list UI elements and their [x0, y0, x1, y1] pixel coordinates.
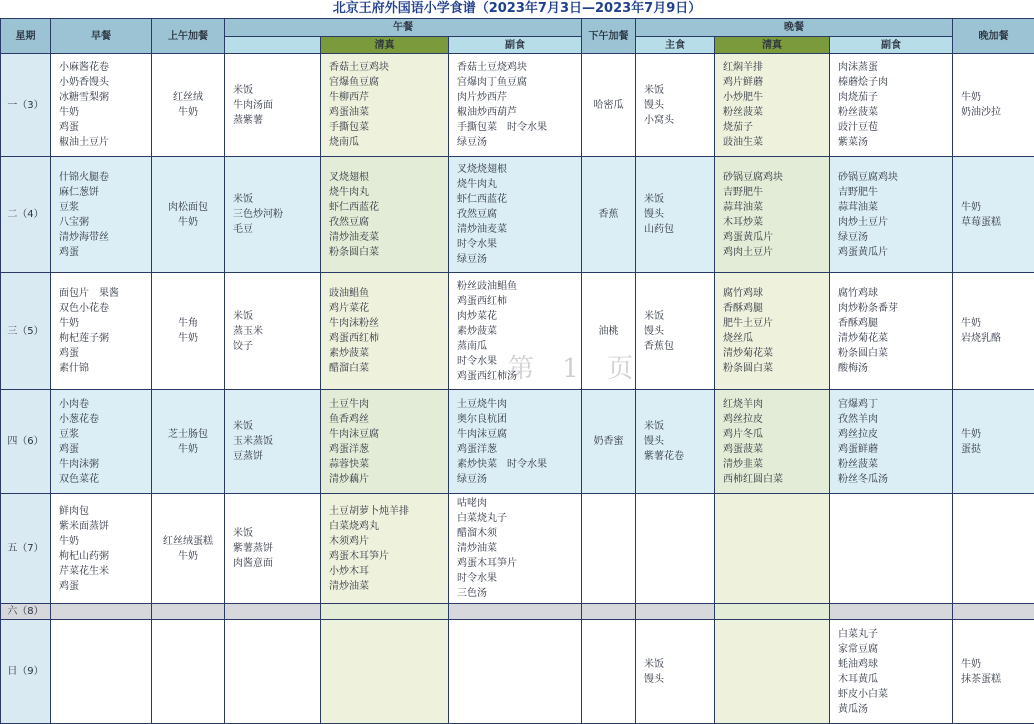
menu-item: 孜然豆腐 — [457, 207, 581, 222]
menu-item: 蛋挞 — [961, 442, 1034, 457]
menu-item: 毛豆 — [233, 222, 320, 237]
lunch-halal-cell — [321, 620, 449, 724]
header-dinner-staple: 主食 — [636, 37, 715, 54]
menu-item: 粉丝菠菜 — [838, 457, 952, 472]
menu-item: 肉烧茄子 — [838, 90, 952, 105]
menu-item: 虾仁西蓝花 — [457, 192, 581, 207]
menu-item: 香酥鸡腿 — [838, 316, 952, 331]
menu-item: 麻仁葱饼 — [59, 185, 151, 200]
menu-item: 清炒韭菜 — [723, 457, 829, 472]
menu-item: 时令水果 — [457, 571, 581, 586]
lunch-staple-cell — [225, 620, 321, 724]
lunch-side-cell — [449, 157, 582, 273]
morning-snack-cell — [152, 273, 225, 390]
menu-item: 木耳炒菜 — [723, 215, 829, 230]
menu-item: 芝士肠包 — [152, 427, 224, 442]
dinner-side-cell — [830, 604, 953, 620]
day-row — [1, 157, 1034, 273]
menu-item: 蒸南瓜 — [457, 339, 581, 354]
menu-item: 米饭 — [233, 419, 320, 434]
menu-item: 鸡蛋 — [59, 579, 151, 594]
menu-item: 清炒油麦菜 — [457, 222, 581, 237]
menu-item: 白菜丸子 — [838, 627, 952, 642]
menu-item: 香蕉包 — [644, 339, 714, 354]
menu-item: 鸡蛋洋葱 — [329, 442, 448, 457]
menu-item: 肉酱意面 — [233, 556, 320, 571]
menu-item: 清炒藕片 — [329, 472, 448, 487]
menu-item: 肉沫蒸蛋 — [838, 60, 952, 75]
lunch-staple-cell — [225, 273, 321, 390]
breakfast-cell — [51, 54, 152, 157]
menu-item: 米饭 — [233, 83, 320, 98]
menu-item: 鱼香鸡丝 — [329, 412, 448, 427]
menu-item: 腐竹鸡球 — [838, 286, 952, 301]
lunch-staple-cell — [225, 604, 321, 620]
menu-item: 时令水果 — [457, 237, 581, 252]
menu-item: 鲜肉包 — [59, 504, 151, 519]
menu-item: 烧丝瓜 — [723, 331, 829, 346]
menu-item: 手撕包菜 — [329, 120, 448, 135]
menu-item: 鸡蛋木耳笋片 — [457, 556, 581, 571]
menu-item: 小窝头 — [644, 113, 714, 128]
menu-item: 枸杞山药粥 — [59, 549, 151, 564]
menu-item: 香蕉 — [582, 207, 635, 222]
breakfast-cell — [51, 157, 152, 273]
menu-item: 牛肉沫粥 — [59, 457, 151, 472]
menu-item: 鸡蛋油菜 — [329, 105, 448, 120]
night-snack-cell — [953, 390, 1034, 494]
menu-item: 手撕包菜 时令水果 — [457, 120, 581, 135]
dinner-side-cell — [830, 54, 953, 157]
menu-item: 紫米面蒸饼 — [59, 519, 151, 534]
menu-item: 椒油炒西葫芦 — [457, 105, 581, 120]
dinner-side-cell — [830, 273, 953, 390]
breakfast-cell — [51, 390, 152, 494]
lunch-halal-cell — [321, 390, 449, 494]
menu-item: 木耳黄瓜 — [838, 672, 952, 687]
lunch-halal-cell — [321, 273, 449, 390]
menu-item: 叉烧烧翅根 — [457, 162, 581, 177]
header-lunch-halal: 清真 — [321, 37, 449, 54]
menu-item: 牛肉汤面 — [233, 98, 320, 113]
night-snack-cell — [953, 494, 1034, 604]
menu-item: 油桃 — [582, 324, 635, 339]
menu-item: 牛柳西芹 — [329, 90, 448, 105]
morning-snack-cell — [152, 390, 225, 494]
lunch-side-cell — [449, 620, 582, 724]
menu-item: 紫菜汤 — [838, 135, 952, 150]
menu-item: 鸡蛋西红柿汤 — [457, 369, 581, 384]
lunch-halal-cell — [321, 604, 449, 620]
menu-item: 馒头 — [644, 98, 714, 113]
menu-item: 鸡蛋 — [59, 120, 151, 135]
dinner-halal-cell — [715, 157, 830, 273]
menu-item: 豉油生菜 — [723, 135, 829, 150]
menu-item: 鸡片菜花 — [329, 301, 448, 316]
menu-item: 豆浆 — [59, 200, 151, 215]
menu-item: 孜然豆腐 — [329, 215, 448, 230]
menu-item: 鸡蛋 — [59, 442, 151, 457]
page-watermark: 第 1 页 — [508, 348, 643, 385]
afternoon-snack-cell — [582, 620, 636, 724]
menu-item: 岩烧乳酪 — [961, 331, 1034, 346]
menu-item: 牛奶 — [961, 657, 1034, 672]
menu-item: 牛奶 — [152, 331, 224, 346]
menu-item: 鸡蛋黄瓜片 — [838, 245, 952, 260]
menu-item: 白菜烧丸子 — [457, 511, 581, 526]
menu-item: 红烧羊肉 — [723, 397, 829, 412]
menu-item: 牛肉沫粉丝 — [329, 316, 448, 331]
menu-item: 肉松面包 — [152, 200, 224, 215]
menu-item: 素炒菠菜 — [457, 324, 581, 339]
menu-item: 豉油鲳鱼 — [329, 286, 448, 301]
menu-item: 奶油沙拉 — [961, 105, 1034, 120]
menu-item: 豆浆 — [59, 427, 151, 442]
menu-item: 清炒油菜 — [457, 541, 581, 556]
menu-item: 清炒油麦菜 — [329, 230, 448, 245]
menu-item: 家常豆腐 — [838, 642, 952, 657]
menu-item: 香菇土豆烧鸡块 — [457, 60, 581, 75]
menu-item: 饺子 — [233, 339, 320, 354]
breakfast-cell — [51, 273, 152, 390]
menu-item: 蒸玉米 — [233, 324, 320, 339]
header-weekday: 星期 — [1, 19, 51, 54]
night-snack-cell — [953, 157, 1034, 273]
menu-item: 小炒肥牛 — [723, 90, 829, 105]
menu-item: 牛角 — [152, 316, 224, 331]
lunch-halal-cell — [321, 157, 449, 273]
menu-item: 虾仁西蓝花 — [329, 200, 448, 215]
menu-item: 吉野肥牛 — [723, 185, 829, 200]
header-lunch-staple — [225, 37, 321, 54]
afternoon-snack-cell — [582, 390, 636, 494]
dinner-halal-cell — [715, 494, 830, 604]
day-row — [1, 494, 1034, 604]
menu-item: 牛奶 — [961, 427, 1034, 442]
menu-item: 芹菜花生米 — [59, 564, 151, 579]
menu-item: 肥牛土豆片 — [723, 316, 829, 331]
menu-item: 粉丝菠菜 — [723, 105, 829, 120]
breakfast-cell — [51, 620, 152, 724]
menu-item: 时令水果 — [457, 354, 581, 369]
menu-item: 肉炒土豆片 — [838, 215, 952, 230]
menu-item: 牛肉沫豆腐 — [329, 427, 448, 442]
menu-item: 清炒海带丝 — [59, 230, 151, 245]
menu-item: 牛奶 — [961, 90, 1034, 105]
menu-item: 玉米蒸饭 — [233, 434, 320, 449]
menu-item: 山药包 — [644, 222, 714, 237]
menu-item: 米饭 — [233, 309, 320, 324]
menu-item: 蒜蓉快菜 — [329, 457, 448, 472]
menu-item: 牛奶 — [59, 534, 151, 549]
menu-item: 奶香蜜 — [582, 434, 635, 449]
menu-item: 鸡蛋西红柿 — [329, 331, 448, 346]
menu-item: 八宝粥 — [59, 215, 151, 230]
menu-item: 烧牛肉丸 — [329, 185, 448, 200]
lunch-side-cell — [449, 604, 582, 620]
morning-snack-cell — [152, 54, 225, 157]
menu-item: 鸡蛋 — [59, 346, 151, 361]
day-label: 三（5） — [1, 273, 51, 390]
menu-item: 黄瓜汤 — [838, 702, 952, 717]
menu-item: 双色菜花 — [59, 472, 151, 487]
dinner-staple-cell — [636, 54, 715, 157]
menu-item: 蚝油鸡球 — [838, 657, 952, 672]
night-snack-cell — [953, 620, 1034, 724]
menu-item: 鸡蛋黄瓜片 — [723, 230, 829, 245]
menu-item: 宫爆鸡丁 — [838, 397, 952, 412]
menu-item: 牛奶 — [152, 105, 224, 120]
day-row — [1, 54, 1034, 157]
header-dinner: 晚餐 — [636, 19, 953, 37]
menu-item: 烧南瓜 — [329, 135, 448, 150]
menu-item: 咕咾肉 — [457, 496, 581, 511]
menu-item: 烧茄子 — [723, 120, 829, 135]
menu-item: 粉丝豉油鲳鱼 — [457, 279, 581, 294]
header-morning-snack: 上午加餐 — [152, 19, 225, 54]
menu-item: 清炒菊花菜 — [723, 346, 829, 361]
morning-snack-cell — [152, 620, 225, 724]
menu-item: 宫爆肉丁鱼豆腐 — [457, 75, 581, 90]
header-night-snack: 晚加餐 — [953, 19, 1034, 54]
day-label: 日（9） — [1, 620, 51, 724]
breakfast-cell — [51, 494, 152, 604]
menu-item: 红丝绒蛋糕 — [152, 534, 224, 549]
lunch-staple-cell — [225, 157, 321, 273]
menu-item: 牛奶 — [961, 200, 1034, 215]
menu-item: 鸡蛋鲜蘑 — [838, 442, 952, 457]
menu-item: 绿豆汤 — [457, 472, 581, 487]
lunch-side-cell — [449, 494, 582, 604]
menu-item: 绿豆汤 — [838, 230, 952, 245]
menu-item: 红丝绒 — [152, 90, 224, 105]
menu-item: 烧牛肉丸 — [457, 177, 581, 192]
menu-item: 小奶香馒头 — [59, 75, 151, 90]
lunch-staple-cell — [225, 54, 321, 157]
menu-item: 草莓蛋糕 — [961, 215, 1034, 230]
day-row — [1, 604, 1034, 620]
dinner-staple-cell — [636, 390, 715, 494]
menu-item: 粉丝冬瓜汤 — [838, 472, 952, 487]
afternoon-snack-cell — [582, 604, 636, 620]
menu-item: 米饭 — [233, 192, 320, 207]
header-dinner-halal: 清真 — [715, 37, 830, 54]
menu-item: 紫薯蒸饼 — [233, 541, 320, 556]
menu-item: 枸杞莲子粥 — [59, 331, 151, 346]
menu-item: 榛蘑烩子肉 — [838, 75, 952, 90]
dinner-halal-cell — [715, 54, 830, 157]
day-label: 六（8） — [1, 604, 51, 620]
menu-item: 米饭 — [644, 419, 714, 434]
menu-item: 红焖羊排 — [723, 60, 829, 75]
day-label: 五（7） — [1, 494, 51, 604]
header-breakfast: 早餐 — [51, 19, 152, 54]
menu-item: 小麻酱花卷 — [59, 60, 151, 75]
night-snack-cell — [953, 273, 1034, 390]
afternoon-snack-cell — [582, 494, 636, 604]
menu-item: 米饭 — [233, 526, 320, 541]
menu-item: 牛奶 — [152, 549, 224, 564]
menu-item: 蒜茸油菜 — [723, 200, 829, 215]
dinner-side-cell — [830, 494, 953, 604]
menu-item: 蒸紫薯 — [233, 113, 320, 128]
menu-item: 牛奶 — [152, 215, 224, 230]
lunch-staple-cell — [225, 494, 321, 604]
menu-item: 奥尔良杭团 — [457, 412, 581, 427]
dinner-halal-cell — [715, 273, 830, 390]
menu-item: 吉野肥牛 — [838, 185, 952, 200]
lunch-staple-cell — [225, 390, 321, 494]
menu-item: 牛肉沫豆腐 — [457, 427, 581, 442]
header-afternoon-snack: 下午加餐 — [582, 19, 636, 54]
menu-item: 素什锦 — [59, 361, 151, 376]
dinner-halal-cell — [715, 620, 830, 724]
dinner-halal-cell — [715, 604, 830, 620]
menu-item: 馒头 — [644, 324, 714, 339]
menu-item: 土豆牛肉 — [329, 397, 448, 412]
menu-item: 香酥鸡腿 — [723, 301, 829, 316]
dinner-side-cell — [830, 620, 953, 724]
menu-item: 米饭 — [644, 657, 714, 672]
menu-item: 绿豆汤 — [457, 252, 581, 267]
menu-item: 清炒菊花菜 — [838, 331, 952, 346]
menu-item: 肉炒粉条番芽 — [838, 301, 952, 316]
menu-item: 醋溜木须 — [457, 526, 581, 541]
menu-item: 西柿红圆白菜 — [723, 472, 829, 487]
day-label: 二（4） — [1, 157, 51, 273]
menu-item: 木须鸡片 — [329, 534, 448, 549]
menu-item: 叉烧翅根 — [329, 170, 448, 185]
menu-item: 白菜烧鸡丸 — [329, 519, 448, 534]
menu-item: 虾皮小白菜 — [838, 687, 952, 702]
dinner-staple-cell — [636, 604, 715, 620]
menu-item: 素炒菠菜 — [329, 346, 448, 361]
header-dinner-side: 副食 — [830, 37, 953, 54]
menu-body — [1, 54, 1034, 724]
menu-item: 什锦火腿卷 — [59, 170, 151, 185]
day-row — [1, 620, 1034, 724]
lunch-side-cell — [449, 390, 582, 494]
menu-item: 土豆烧牛肉 — [457, 397, 581, 412]
menu-item: 肉片炒西芹 — [457, 90, 581, 105]
menu-item: 鸡蛋菠菜 — [723, 442, 829, 457]
menu-item: 紫薯花卷 — [644, 449, 714, 464]
menu-item: 鸡蛋 — [59, 245, 151, 260]
dinner-staple-cell — [636, 494, 715, 604]
menu-item: 砂锅豆腐鸡块 — [723, 170, 829, 185]
menu-item: 小肉卷 — [59, 397, 151, 412]
menu-item: 面包片 果酱 — [59, 286, 151, 301]
menu-item: 米饭 — [644, 309, 714, 324]
menu-item: 牛奶 — [59, 316, 151, 331]
header-lunch-side: 副食 — [449, 37, 582, 54]
menu-item: 粉条圆白菜 — [723, 361, 829, 376]
afternoon-snack-cell — [582, 157, 636, 273]
dinner-side-cell — [830, 157, 953, 273]
menu-item: 鸡丝拉皮 — [723, 412, 829, 427]
dinner-staple-cell — [636, 273, 715, 390]
menu-item: 土豆胡萝卜炖羊排 — [329, 504, 448, 519]
menu-item: 鸡片冬瓜 — [723, 427, 829, 442]
night-snack-cell — [953, 604, 1034, 620]
menu-item: 三色汤 — [457, 586, 581, 601]
menu-item: 素炒快菜 时令水果 — [457, 457, 581, 472]
menu-item: 馒头 — [644, 207, 714, 222]
menu-item: 香菇土豆鸡块 — [329, 60, 448, 75]
day-row — [1, 390, 1034, 494]
menu-item: 鸡丝拉皮 — [838, 427, 952, 442]
menu-item: 豉汁豆苞 — [838, 120, 952, 135]
day-label: 四（6） — [1, 390, 51, 494]
menu-item: 孜然羊肉 — [838, 412, 952, 427]
morning-snack-cell — [152, 494, 225, 604]
menu-item: 鸡肉土豆片 — [723, 245, 829, 260]
morning-snack-cell — [152, 157, 225, 273]
menu-item: 蒜茸油菜 — [838, 200, 952, 215]
menu-item: 鸡蛋洋葱 — [457, 442, 581, 457]
menu-item: 腐竹鸡球 — [723, 286, 829, 301]
day-label: 一（3） — [1, 54, 51, 157]
menu-item: 三色炒河粉 — [233, 207, 320, 222]
menu-item: 酸梅汤 — [838, 361, 952, 376]
dinner-side-cell — [830, 390, 953, 494]
menu-item: 宫爆鱼豆腐 — [329, 75, 448, 90]
night-snack-cell — [953, 54, 1034, 157]
menu-item: 牛奶 — [59, 105, 151, 120]
menu-item: 粉条圆白菜 — [838, 346, 952, 361]
afternoon-snack-cell — [582, 54, 636, 157]
menu-item: 双色小花卷 — [59, 301, 151, 316]
lunch-halal-cell — [321, 494, 449, 604]
morning-snack-cell — [152, 604, 225, 620]
lunch-side-cell — [449, 54, 582, 157]
dinner-staple-cell — [636, 620, 715, 724]
menu-item: 冰糖雪梨粥 — [59, 90, 151, 105]
menu-item: 砂锅豆腐鸡块 — [838, 170, 952, 185]
page-title: 北京王府外国语小学食谱（2023年7月3日—2023年7月9日） — [0, 0, 1034, 18]
menu-item: 鸡蛋木耳笋片 — [329, 549, 448, 564]
menu-item: 小葱花卷 — [59, 412, 151, 427]
menu-item: 豆蒸饼 — [233, 449, 320, 464]
menu-item: 绿豆汤 — [457, 135, 581, 150]
menu-item: 粉条圆白菜 — [329, 245, 448, 260]
lunch-halal-cell — [321, 54, 449, 157]
menu-item: 清炒油菜 — [329, 579, 448, 594]
menu-item: 馒头 — [644, 672, 714, 687]
menu-item: 椒油土豆片 — [59, 135, 151, 150]
menu-item: 鸡片鲜蘑 — [723, 75, 829, 90]
menu-item: 粉丝菠菜 — [838, 105, 952, 120]
menu-item: 小炒木耳 — [329, 564, 448, 579]
menu-item: 米饭 — [644, 192, 714, 207]
menu-item: 醋溜白菜 — [329, 361, 448, 376]
header-lunch: 午餐 — [225, 19, 582, 37]
menu-item: 抹茶蛋糕 — [961, 672, 1034, 687]
dinner-halal-cell — [715, 390, 830, 494]
menu-item: 牛奶 — [152, 442, 224, 457]
menu-item: 鸡蛋西红柿 — [457, 294, 581, 309]
breakfast-cell — [51, 604, 152, 620]
dinner-staple-cell — [636, 157, 715, 273]
menu-item: 肉炒菜花 — [457, 309, 581, 324]
menu-item: 米饭 — [644, 83, 714, 98]
menu-item: 牛奶 — [961, 316, 1034, 331]
menu-item: 哈密瓜 — [582, 98, 635, 113]
menu-item: 馒头 — [644, 434, 714, 449]
